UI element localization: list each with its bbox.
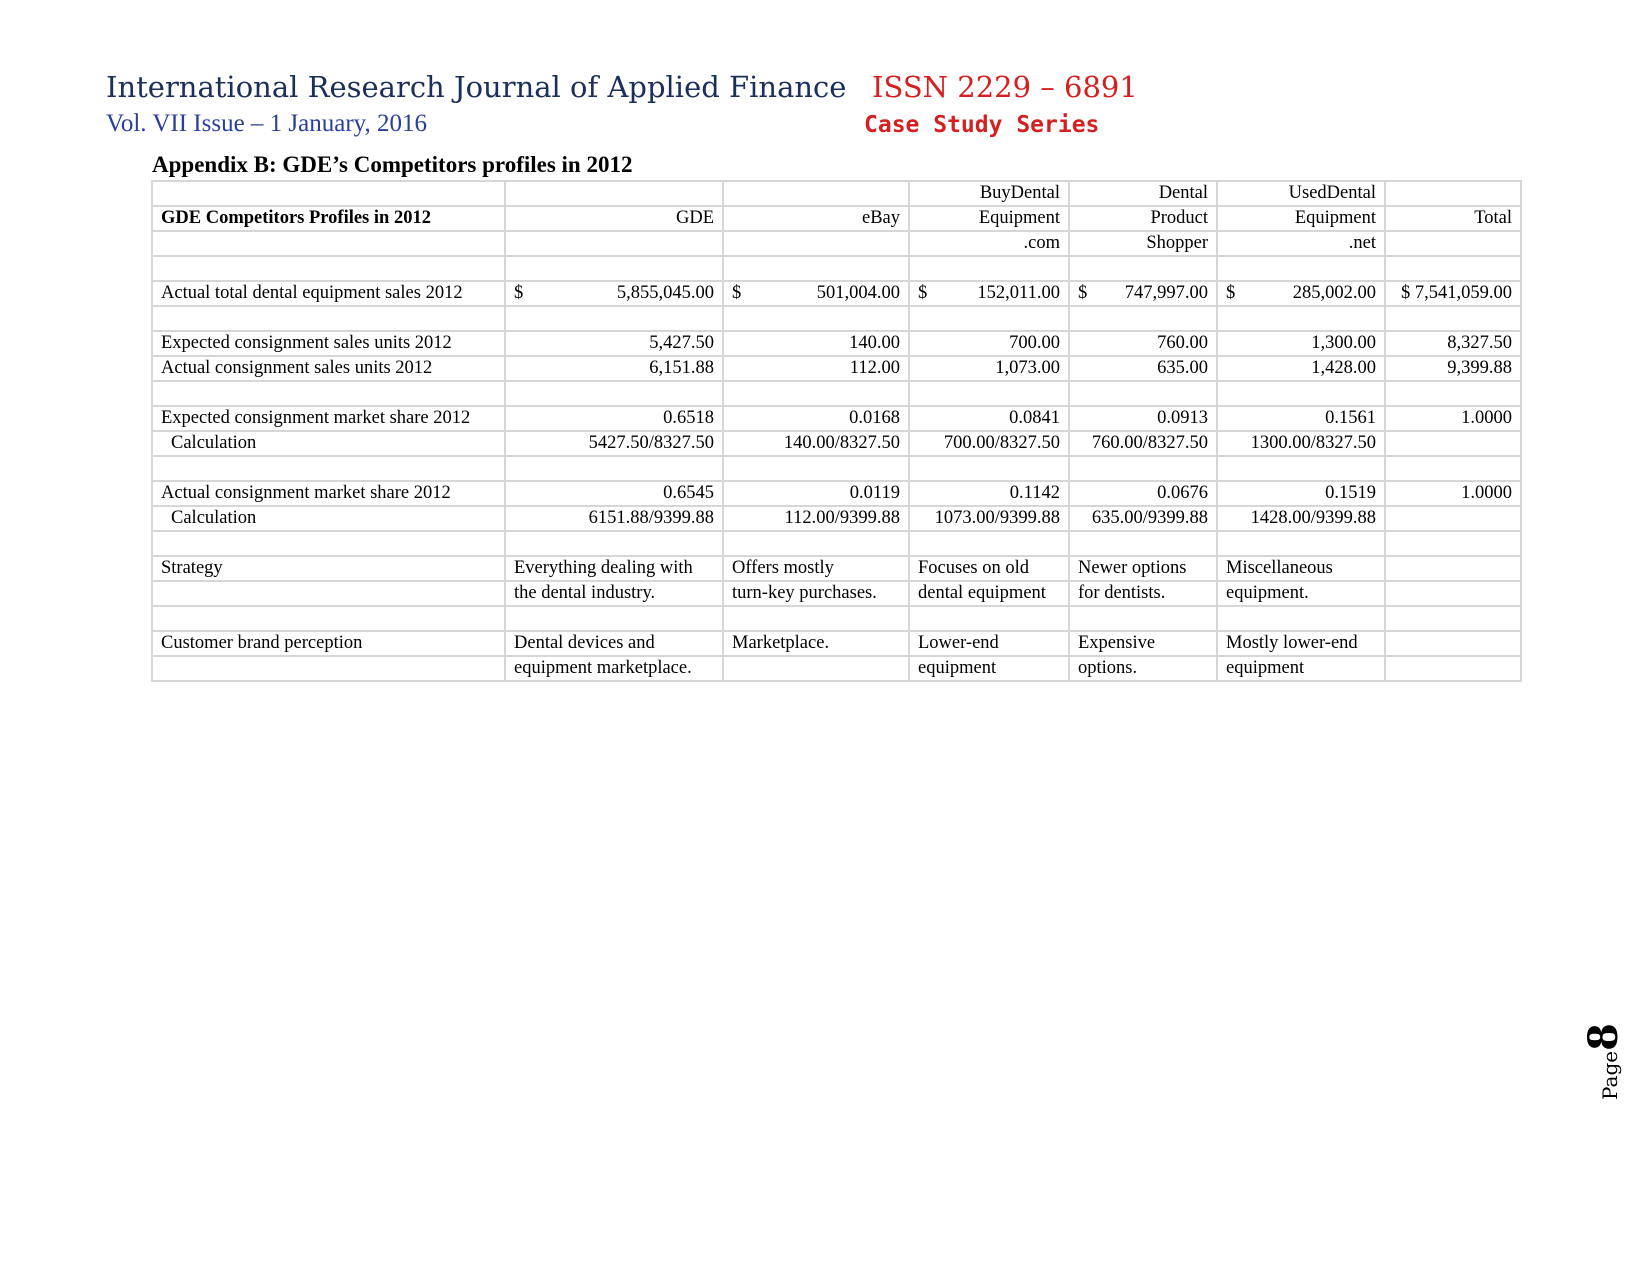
cell-buydental: Lower-end xyxy=(909,631,1069,656)
row-label: Expected consignment sales units 2012 xyxy=(152,331,505,356)
table-spacer-row xyxy=(152,606,1521,631)
table-row xyxy=(152,656,1521,681)
cell-dps: 0.0913 xyxy=(1069,406,1217,431)
cell-gde: 5427.50/8327.50 xyxy=(505,431,723,456)
cell-gde: 6,151.88 xyxy=(505,356,723,381)
cell-buydental: 1073.00/9399.88 xyxy=(909,506,1069,531)
cell-used: equipment. xyxy=(1217,581,1385,606)
table-row xyxy=(152,281,1521,306)
cell-ebay: Marketplace. xyxy=(723,631,909,656)
col-header-used: .net xyxy=(1217,231,1385,256)
row-label: Customer brand perception xyxy=(152,631,505,656)
cell-total: 1.0000 xyxy=(1385,406,1521,431)
cell-dps: $ 747,997.00 xyxy=(1069,281,1217,306)
cell-used: 0.1519 xyxy=(1217,481,1385,506)
cell-dps: 760.00 xyxy=(1069,331,1217,356)
cell-used: 1,300.00 xyxy=(1217,331,1385,356)
cell-buydental: 700.00 xyxy=(909,331,1069,356)
table-header-row xyxy=(152,231,1521,256)
cell-used: 0.1561 xyxy=(1217,406,1385,431)
table-spacer-row xyxy=(152,381,1521,406)
table-header-label: GDE Competitors Profiles in 2012 xyxy=(152,206,505,231)
cell-total: 8,327.50 xyxy=(1385,331,1521,356)
cell-dps: 0.0676 xyxy=(1069,481,1217,506)
row-label: Strategy xyxy=(152,556,505,581)
cell-dps: 760.00/8327.50 xyxy=(1069,431,1217,456)
series-label: Case Study Series xyxy=(864,112,1100,138)
cell-ebay: $ 501,004.00 xyxy=(723,281,909,306)
appendix-title: Appendix B: GDE’s Competitors profiles in 2012 xyxy=(152,152,633,177)
cell-buydental: $ 152,011.00 xyxy=(909,281,1069,306)
cell-buydental: dental equipment xyxy=(909,581,1069,606)
page-number xyxy=(1580,1023,1627,1100)
table-row xyxy=(152,631,1521,656)
cell-ebay: turn-key purchases. xyxy=(723,581,909,606)
col-header-buydental: BuyDental xyxy=(909,181,1069,206)
cell-ebay: 140.00/8327.50 xyxy=(723,431,909,456)
col-header-total: Total xyxy=(1385,206,1521,231)
row-label: Expected consignment market share 2012 xyxy=(152,406,505,431)
journal-title: International Research Journal of Applied Finance xyxy=(106,70,847,104)
cell-gde: the dental industry. xyxy=(505,581,723,606)
volume-issue: Vol. VII Issue – 1 January, 2016 xyxy=(106,110,428,137)
table-row xyxy=(152,581,1521,606)
cell-ebay xyxy=(723,656,909,681)
cell-dps: Expensive xyxy=(1069,631,1217,656)
table-spacer-row xyxy=(152,531,1521,556)
cell-gde: $ 5,855,045.00 xyxy=(505,281,723,306)
cell-gde: 6151.88/9399.88 xyxy=(505,506,723,531)
col-header-gde: GDE xyxy=(505,206,723,231)
cell-dps: for dentists. xyxy=(1069,581,1217,606)
table-row xyxy=(152,556,1521,581)
table-header-row xyxy=(152,206,1521,231)
cell-ebay: 140.00 xyxy=(723,331,909,356)
table-spacer-row xyxy=(152,256,1521,281)
row-label: Actual consignment sales units 2012 xyxy=(152,356,505,381)
cell-dps: 635.00/9399.88 xyxy=(1069,506,1217,531)
cell-buydental: 1,073.00 xyxy=(909,356,1069,381)
cell-total: 9,399.88 xyxy=(1385,356,1521,381)
col-header-ebay: eBay xyxy=(723,206,909,231)
cell-buydental: 0.0841 xyxy=(909,406,1069,431)
cell-used: Miscellaneous xyxy=(1217,556,1385,581)
cell-total: 1.0000 xyxy=(1385,481,1521,506)
cell-total: $ 7,541,059.00 xyxy=(1385,281,1521,306)
page-word: Page xyxy=(1598,1050,1622,1100)
cell-used: equipment xyxy=(1217,656,1385,681)
competitors-table xyxy=(151,180,1522,682)
row-label: Calculation xyxy=(152,431,505,456)
table-row xyxy=(152,481,1521,506)
row-label: Actual consignment market share 2012 xyxy=(152,481,505,506)
row-label: Calculation xyxy=(152,506,505,531)
table-row xyxy=(152,431,1521,456)
cell-ebay: 0.0168 xyxy=(723,406,909,431)
cell-gde: 5,427.50 xyxy=(505,331,723,356)
cell-dps: 635.00 xyxy=(1069,356,1217,381)
cell-used: $ 285,002.00 xyxy=(1217,281,1385,306)
cell-gde: equipment marketplace. xyxy=(505,656,723,681)
col-header-dps: Product xyxy=(1069,206,1217,231)
cell-buydental: Focuses on old xyxy=(909,556,1069,581)
col-header-used: UsedDental xyxy=(1217,181,1385,206)
col-header-used: Equipment xyxy=(1217,206,1385,231)
table-row xyxy=(152,506,1521,531)
cell-buydental: equipment xyxy=(909,656,1069,681)
col-header-buydental: .com xyxy=(909,231,1069,256)
cell-buydental: 700.00/8327.50 xyxy=(909,431,1069,456)
page-num: 8 xyxy=(1580,1023,1627,1051)
cell-buydental: 0.1142 xyxy=(909,481,1069,506)
table-row xyxy=(152,406,1521,431)
cell-ebay: 112.00 xyxy=(723,356,909,381)
table-row xyxy=(152,331,1521,356)
row-label: Actual total dental equipment sales 2012 xyxy=(152,281,505,306)
issn-label: ISSN 2229 – 6891 xyxy=(872,70,1138,104)
col-header-dps: Shopper xyxy=(1069,231,1217,256)
cell-dps: Newer options xyxy=(1069,556,1217,581)
cell-ebay: 0.0119 xyxy=(723,481,909,506)
cell-gde: 0.6518 xyxy=(505,406,723,431)
cell-gde: Dental devices and xyxy=(505,631,723,656)
cell-ebay: 112.00/9399.88 xyxy=(723,506,909,531)
table-row xyxy=(152,356,1521,381)
cell-used: Mostly lower-end xyxy=(1217,631,1385,656)
cell-gde: 0.6545 xyxy=(505,481,723,506)
col-header-dps: Dental xyxy=(1069,181,1217,206)
col-header-buydental: Equipment xyxy=(909,206,1069,231)
cell-used: 1300.00/8327.50 xyxy=(1217,431,1385,456)
cell-used: 1,428.00 xyxy=(1217,356,1385,381)
table-header-row xyxy=(152,181,1521,206)
table-spacer-row xyxy=(152,456,1521,481)
cell-used: 1428.00/9399.88 xyxy=(1217,506,1385,531)
cell-gde: Everything dealing with xyxy=(505,556,723,581)
cell-dps: options. xyxy=(1069,656,1217,681)
cell-ebay: Offers mostly xyxy=(723,556,909,581)
table-spacer-row xyxy=(152,306,1521,331)
